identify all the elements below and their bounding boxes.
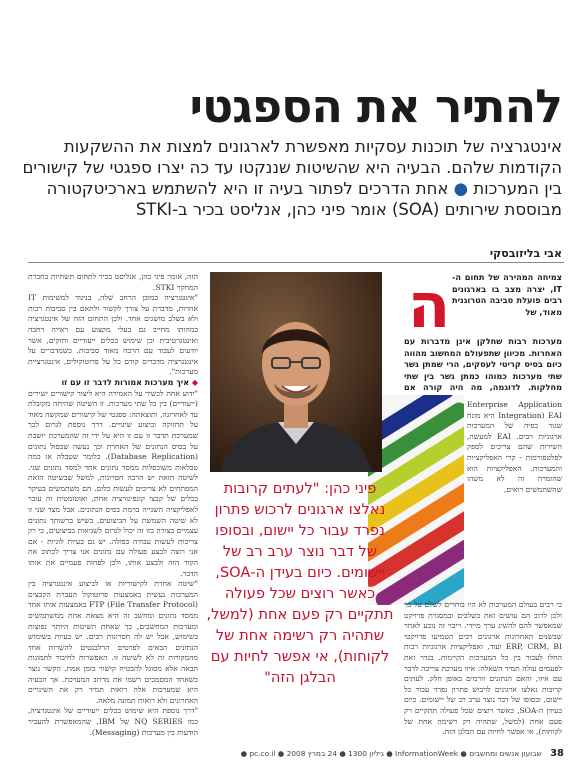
header-divider	[28, 262, 564, 263]
footer-publication-info: שבועון אנשים ומחשבים ● InformationWeek ● גיליון 1300 ● 24 במרץ 2008 ● pc.co.il ●	[240, 749, 542, 758]
subheading-text: איך מערכות אמורות לדבר זו עם זו	[61, 377, 190, 387]
body-column-right-narrow	[467, 400, 562, 600]
body-paragraph: "שיטה אחרת לקישוריות או לביצוע אינטגרציה בין המערכות נעשית באמצעות פרוטוקול העברת הקבצים FTP (File Transfer Protocol) באמצעות אותו אחד ממסד נתונים ומחשב זה היא מצאת אחת ממשתמשים ומערכות המחשבים, כך שאחת השיטות היותר נפוצות בשימוש, אבל יש לה חסרונות רבים. יש בעיות בשימוש הנתונים הבאים לפרטים הרלבנטים להשרות אחד מהמקורות זה לא לשיטה זו. האפשרות לחיבור לתמונות הבאה אלא מסוגל להבטיח קישור בזמן אמת. הקשר נוצר כשאחד המסמכים רשמו את מרחב המערכת. אך הבעיה היא שמערכות אלה רואות תמיד רק את השינויים האחרונים ולא רואות תמונה מלאה.	[28, 579, 198, 705]
subhead-part-1: אינטגרציה של תוכנות עסקיות מאפשרת לארגונים למצות את ההשקעות הקודמות שלהם. הבעיה היא שהשיטות שננקטו עד כה יצרו ספגטי של קישורים בין המערכות	[22, 137, 562, 198]
pull-quote: פיני כהן: "לעתים קרובות נאלצו ארגונים לרכוש פתרון נפרד עבור כל יישום, ובסופו של דבר נוצר ערב רב של יישומים. כיום בעידן ה-SOA, כאשר רוצים שכל פעולה תתקיים רק פעם אחת (למשל, שתהיה רק רשימה אחת של לקוחות), אי אפשר לחיות עם הבלגן הזה"	[206, 480, 394, 686]
bullet-separator-icon: ●	[453, 179, 469, 198]
page-number: 38	[550, 748, 564, 759]
lead-text: צמיחה המהירה של תחום ה-IT, יצרה מצב בו בארגונים רבים פועלת סביבה הטרוגנית מאוד, של	[452, 272, 562, 317]
drop-cap-letter: ה	[407, 269, 451, 342]
lead-paragraph-continued	[404, 336, 562, 394]
lead-text-continued: מערכות רבות שחלקן אינן מדברות עם האחרות. מכיוון שתפעולם המחשוב מהווה כיום בסיס קריטי לעסקים, הרי שמתן גשר שתי מערכות כמוהו כמתן גשר בין שתי מחלקות. לדוגמה, מה היה קורה אם	[404, 336, 562, 392]
diamond-bullet-icon: ◆	[191, 377, 198, 387]
author-byline: אבי בליזובסקי	[489, 247, 562, 260]
body-column-left	[28, 272, 198, 738]
subheading	[28, 378, 198, 389]
body-column-right-bottom	[404, 600, 562, 738]
body-text: Enterprise Application Integration) EAI היא מונח שגור בפיה של המערכות ארגוניות רבים. EAI למעשה, השירות שהם צריכים לספק לפלטפורמות - קרי האפליקציות והמערכות. האפליקציות הוא שהומרה זה לא משהו שהשתמשים רואים,	[467, 400, 562, 494]
article-headline: להתיר את הספגטי	[189, 79, 562, 133]
body-paragraph: הזה, אומר פיני כהן, אנליסט בכיר לתחום תשתיות בחברת המחקר STKI.	[28, 272, 198, 292]
article-subhead	[17, 136, 562, 220]
portrait-photo	[210, 272, 382, 472]
body-paragraph: "דרך נוספת היא שימוש בכלים ייעודיים של אינטגרציה, כמו NQ SERIES של IBM, שהמאפשרת להעביר הודעות בין מערכות (Messaging).	[28, 706, 198, 737]
subhead-part-2: אחת הדרכים לפתור בעיה זו היא להשתמש בארכיטקטורה מבוססת שירותים (SOA) אומר פיני כהן, אנליסט בכיר ב-STKI	[46, 179, 562, 219]
body-text: כי רבים בעולם המערכות לא היו בוחרים לשלם על כך ולכן לרוב הם עושים זאת בשלבים ובמסגרת פרויקט שמאפשר להם להשיג ערך מיידי. ריבוי זה נובע לאחר שבשנים האחרונות ארגונים רבים הטמיעו פרויקטי ERP, CRM, BI ועוד, ואפליקציות ארגוניות רבות החלו לעבור בין כל המערכות הקיימות. בגדר זאת לפעמים עולה תמיד השאלה: איזו מערכת צריכה לדבר עם איזו, והאם הנתונים זורמים באופן חלק. לעתים קרובות נאלצו ארגונים לרכוש פתרון נפרד עבור כל יישום, ובסופו של דבר נוצר ערב רב של יישומים. כיום בעידן ה-SOA, כאשר רוצים שכל פעולה תתקיים רק פעם אחת (למשל, שתהיה רק רשימה אחת של לקוחות), אי אפשר לחיות עם הבלגן הזה.	[404, 600, 562, 737]
page-footer	[28, 748, 564, 762]
body-paragraph: "ידוע אחת לכשיר על האמירה היא ליצור קישורים ישירים (ייעודיים) בין כל שתי מערכות. זו השיטה שהיתה מקובלת עד לאחרונה, ותוצאתה: ספגטי של קישורים שמקשה מאוד על תחזוקה וביצוע שינויים. דרך נוספת לגרום לכך שמערכת תדבר זו עם זו היא על ידי זה שהמערכת יושבת על בסיס הנתונים של האחרת וכך נעשה שכפול נתונים (Database Replication). כלומר שטבלה או כמה טבלאות משוכפלות ממסד נתונים אחד למסד נתונים שני. לשיטה הזאת יש הרבה חסרונות, למשל שבשיטה הזאת המפתחים לא צריכים לעשות כלום. הם משתמשים בעיקר בכלים של קבצי קונפיגורציה אחת, ואוטומטית זה עובר לאפליקציה השנייה ברמת בסיס הנתונים. אבל מצד שני זו לא שיטה השמשת על הביצועים. כשיש ברשותך נתונים עצמיים בצורה כזו זה יכול לגרום לשגיאות בביצועים, כי רק צריכות לעשות עבודה כפולה. יש גם בעיות לוגיות - אם אני רוצה לבצע פעולה עם נתונים אני צריך לכתוב את הקוד הזה ולבצע אותו, ולכן לפחות פעמיים את אותו הדבר.	[28, 388, 198, 578]
body-paragraph: "אינטגרציה במובן הרחב שלה, בניגוד למשימות IT אחרות, מדברת על צורך לקשור ולתאם בין סביבות רבות ולא בשלב מושגים אחד. ולכן התחום הזה של אינטגרציה במהותו מחייב גם בעלי מקצוע עם ראייה רחבה ואינטגרטיבית וכן שימוש בכלים ייעודיים וחזקים, אשר יודעים לעבוד עם הרבה מאוד סביבות. כשמדברים על אינטגרציה מדברים קודם כל על פרוטוקולים, אינטגרציית מערכות".	[28, 293, 198, 377]
